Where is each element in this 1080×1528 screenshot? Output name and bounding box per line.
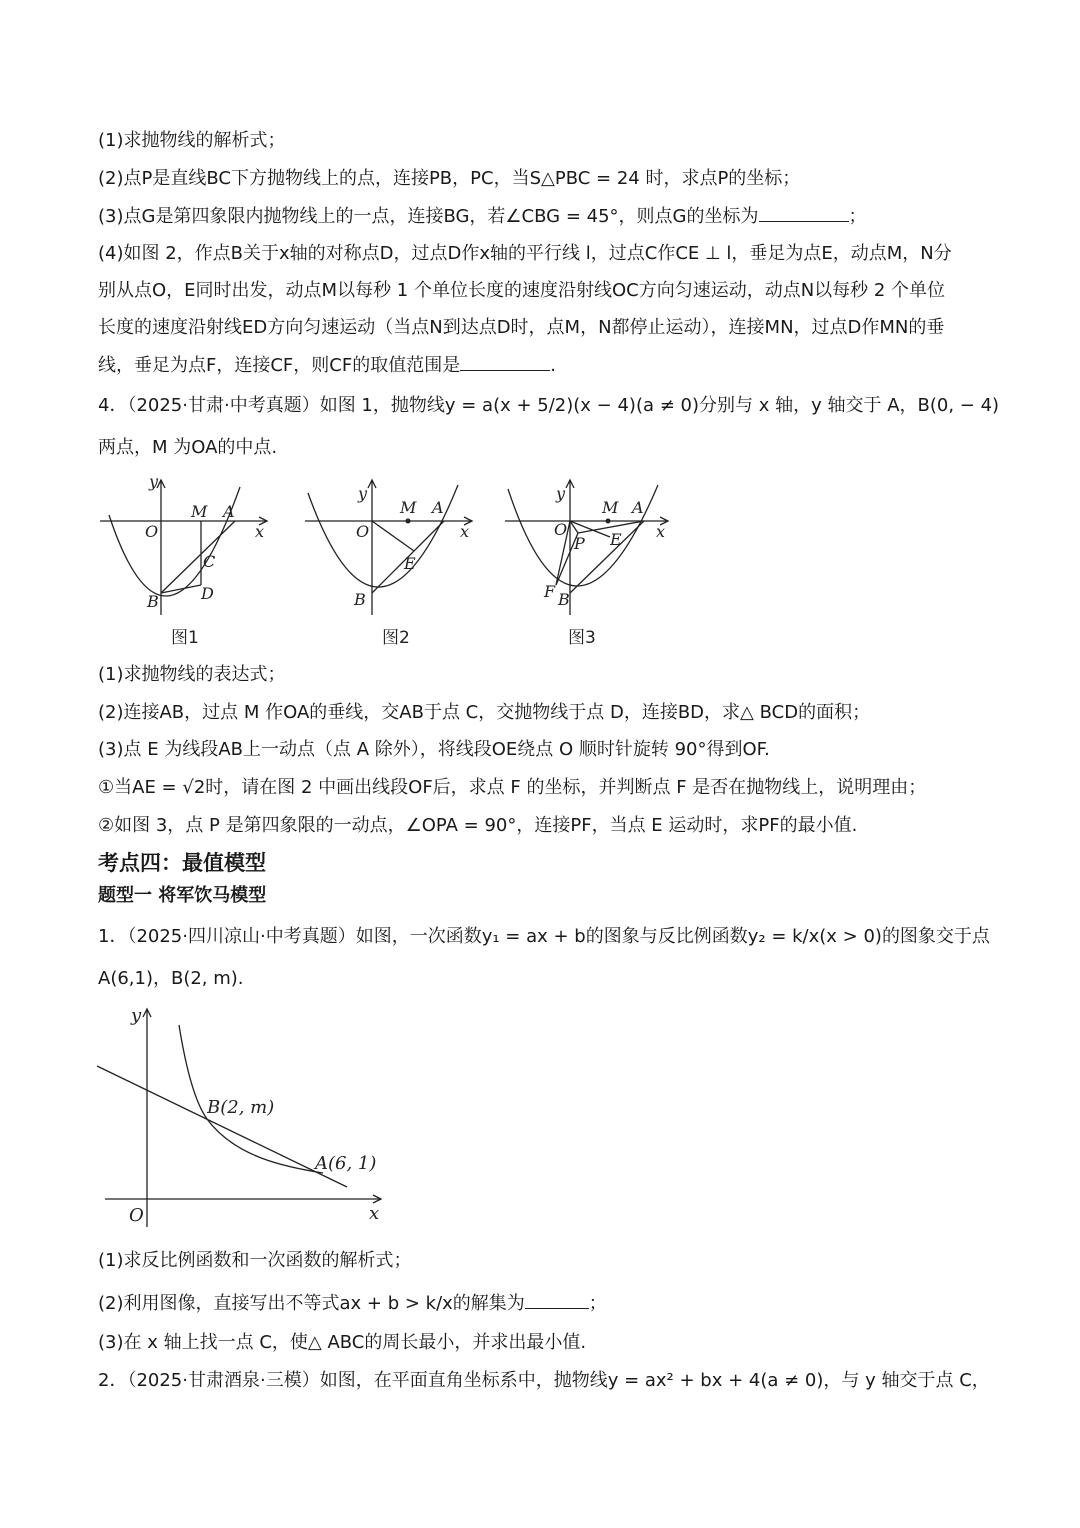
label-m: M	[602, 498, 619, 517]
segment-ab	[161, 521, 235, 593]
label-b: B(2, m)	[207, 1097, 275, 1118]
label-y: y	[556, 484, 566, 503]
p1-stem-line1: 1．（2025·四川凉山·中考真题）如图，一次函数y₁ = ax + b的图象与反比例函数y₂ = k/x(x > 0)的图象交于点	[98, 926, 990, 947]
caption-fig1: 图1	[171, 628, 199, 648]
p1-stem-line2: A(6,1)，B(2, m).	[98, 968, 244, 989]
label-e: E	[404, 554, 416, 573]
label-p: P	[574, 534, 585, 553]
segment-oe	[372, 521, 414, 551]
label-x: x	[369, 1203, 380, 1224]
q4-figure-2	[300, 475, 490, 655]
label-b: B	[147, 592, 159, 611]
label-o: O	[129, 1205, 144, 1226]
q3-part4-line3: 长度的速度沿射线ED方向匀速运动（当点N到达点D时，点M，N都停止运动），连接MN，过点D作MN的垂	[98, 317, 945, 338]
q3-part2-text: (2)点P是直线BC下方抛物线上的点，连接PB，PC，当S△PBC = 24 时，求点P的坐标；	[98, 168, 801, 189]
label-y: y	[358, 484, 368, 503]
p1-part3: (3)在 x 轴上找一点 C，使△ ABC的周长最小，并求出最小值.	[98, 1332, 587, 1353]
q4-part2: (2)连接AB，过点 M 作OA的垂线，交AB于点 C，交抛物线于点 D，连接BD，求△ BCD的面积；	[98, 702, 871, 723]
label-m: M	[191, 502, 208, 521]
q4-stem-line2: 两点，M 为OA的中点.	[98, 437, 278, 458]
answer-blank[interactable]	[759, 203, 849, 222]
label-b: B	[558, 590, 570, 609]
label-a: A	[632, 498, 644, 517]
q3-part3-text: (3)点G是第四象限内抛物线上的一点，连接BG，若∠CBG = 45°，则点G的坐标为	[98, 206, 759, 227]
label-a: A	[223, 502, 235, 521]
q3-part1: (1)求抛物线的解析式；	[98, 130, 286, 151]
section-subtitle: 题型一 将军饮马模型	[98, 885, 267, 906]
label-x: x	[460, 522, 470, 541]
label-y: y	[149, 475, 159, 491]
label-o: O	[356, 522, 370, 541]
answer-blank[interactable]	[525, 1290, 589, 1309]
label-a: A	[432, 498, 444, 517]
p1-part2: (2)利用图像，直接写出不等式ax + b > k/x的解集为 ；	[98, 1290, 607, 1317]
q3-part4-line1: (4)如图 2，作点B关于x轴的对称点D，过点D作x轴的平行线 l，过点C作CE ⊥ l，垂足为点E，动点M，N分	[98, 243, 952, 264]
q3-part4-line2: 别从点O，E同时出发，动点M以每秒 1 个单位长度的速度沿射线OC方向匀速运动，动点N以每秒 2 个单位	[98, 280, 946, 301]
p2-stem-line1: 2．（2025·甘肃酒泉·三模）如图，在平面直角坐标系中，抛物线y = ax² + bx + 4(a ≠ 0)，与 y 轴交于点 C，	[98, 1370, 990, 1391]
caption-fig3: 图3	[568, 628, 596, 648]
point-m	[606, 519, 611, 524]
p1-part2-text: (2)利用图像，直接写出不等式ax + b > k/x的解集为	[98, 1293, 525, 1314]
q4-part1: (1)求抛物线的表达式；	[98, 664, 286, 685]
label-x: x	[255, 522, 265, 541]
label-c: C	[203, 552, 216, 571]
caption-fig2: 图2	[382, 628, 410, 648]
label-d: D	[201, 584, 214, 603]
q4-part3-sub1: ①当AE = √2时，请在图 2 中画出线段OF后，求点 F 的坐标，并判断点 F 是否在抛物线上，说明理由；	[98, 777, 927, 798]
point-m	[406, 519, 411, 524]
answer-blank[interactable]	[460, 352, 550, 371]
q4-part3: (3)点 E 为线段AB上一动点（点 A 除外），将线段OE绕点 O 顺时针旋转 90°得到OF.	[98, 739, 770, 760]
q4-part3-sub2: ②如图 3，点 P 是第四象限的一动点，∠OPA = 90°，连接PF，当点 E 运动时，求PF的最小值.	[98, 815, 858, 836]
p1-part1: (1)求反比例函数和一次函数的解析式；	[98, 1250, 412, 1271]
label-x: x	[656, 522, 666, 541]
label-e: E	[610, 530, 622, 549]
section-title: 考点四：最值模型	[98, 851, 266, 875]
label-a: A(6, 1)	[315, 1153, 377, 1174]
label-f: F	[544, 582, 556, 601]
label-b: B	[354, 590, 366, 609]
q3-part4-line4-text: 线，垂足为点F，连接CF，则CF的取值范围是	[98, 355, 461, 376]
q4-figure-3	[500, 475, 690, 655]
label-m: M	[400, 498, 417, 517]
q3-part4-line4: 线，垂足为点F，连接CF，则CF的取值范围是 .	[98, 352, 556, 379]
linear-function-graph	[97, 1066, 347, 1187]
q3-part3: (3)点G是第四象限内抛物线上的一点，连接BG，若∠CBG = 45°，则点G的坐标为 ；	[98, 203, 867, 230]
p1-figure	[95, 1005, 395, 1235]
q4-stem-line1: 4．（2025·甘肃·中考真题）如图 1，抛物线y = a(x + 5/2)(x − 4)(a ≠ 0)分别与 x 轴，y 轴交于 A，B(0, − 4)	[98, 395, 1000, 416]
label-y: y	[131, 1005, 142, 1026]
q4-figure-1	[95, 475, 285, 655]
label-o: O	[554, 520, 568, 539]
label-o: O	[145, 522, 159, 541]
q3-part2	[98, 166, 800, 192]
